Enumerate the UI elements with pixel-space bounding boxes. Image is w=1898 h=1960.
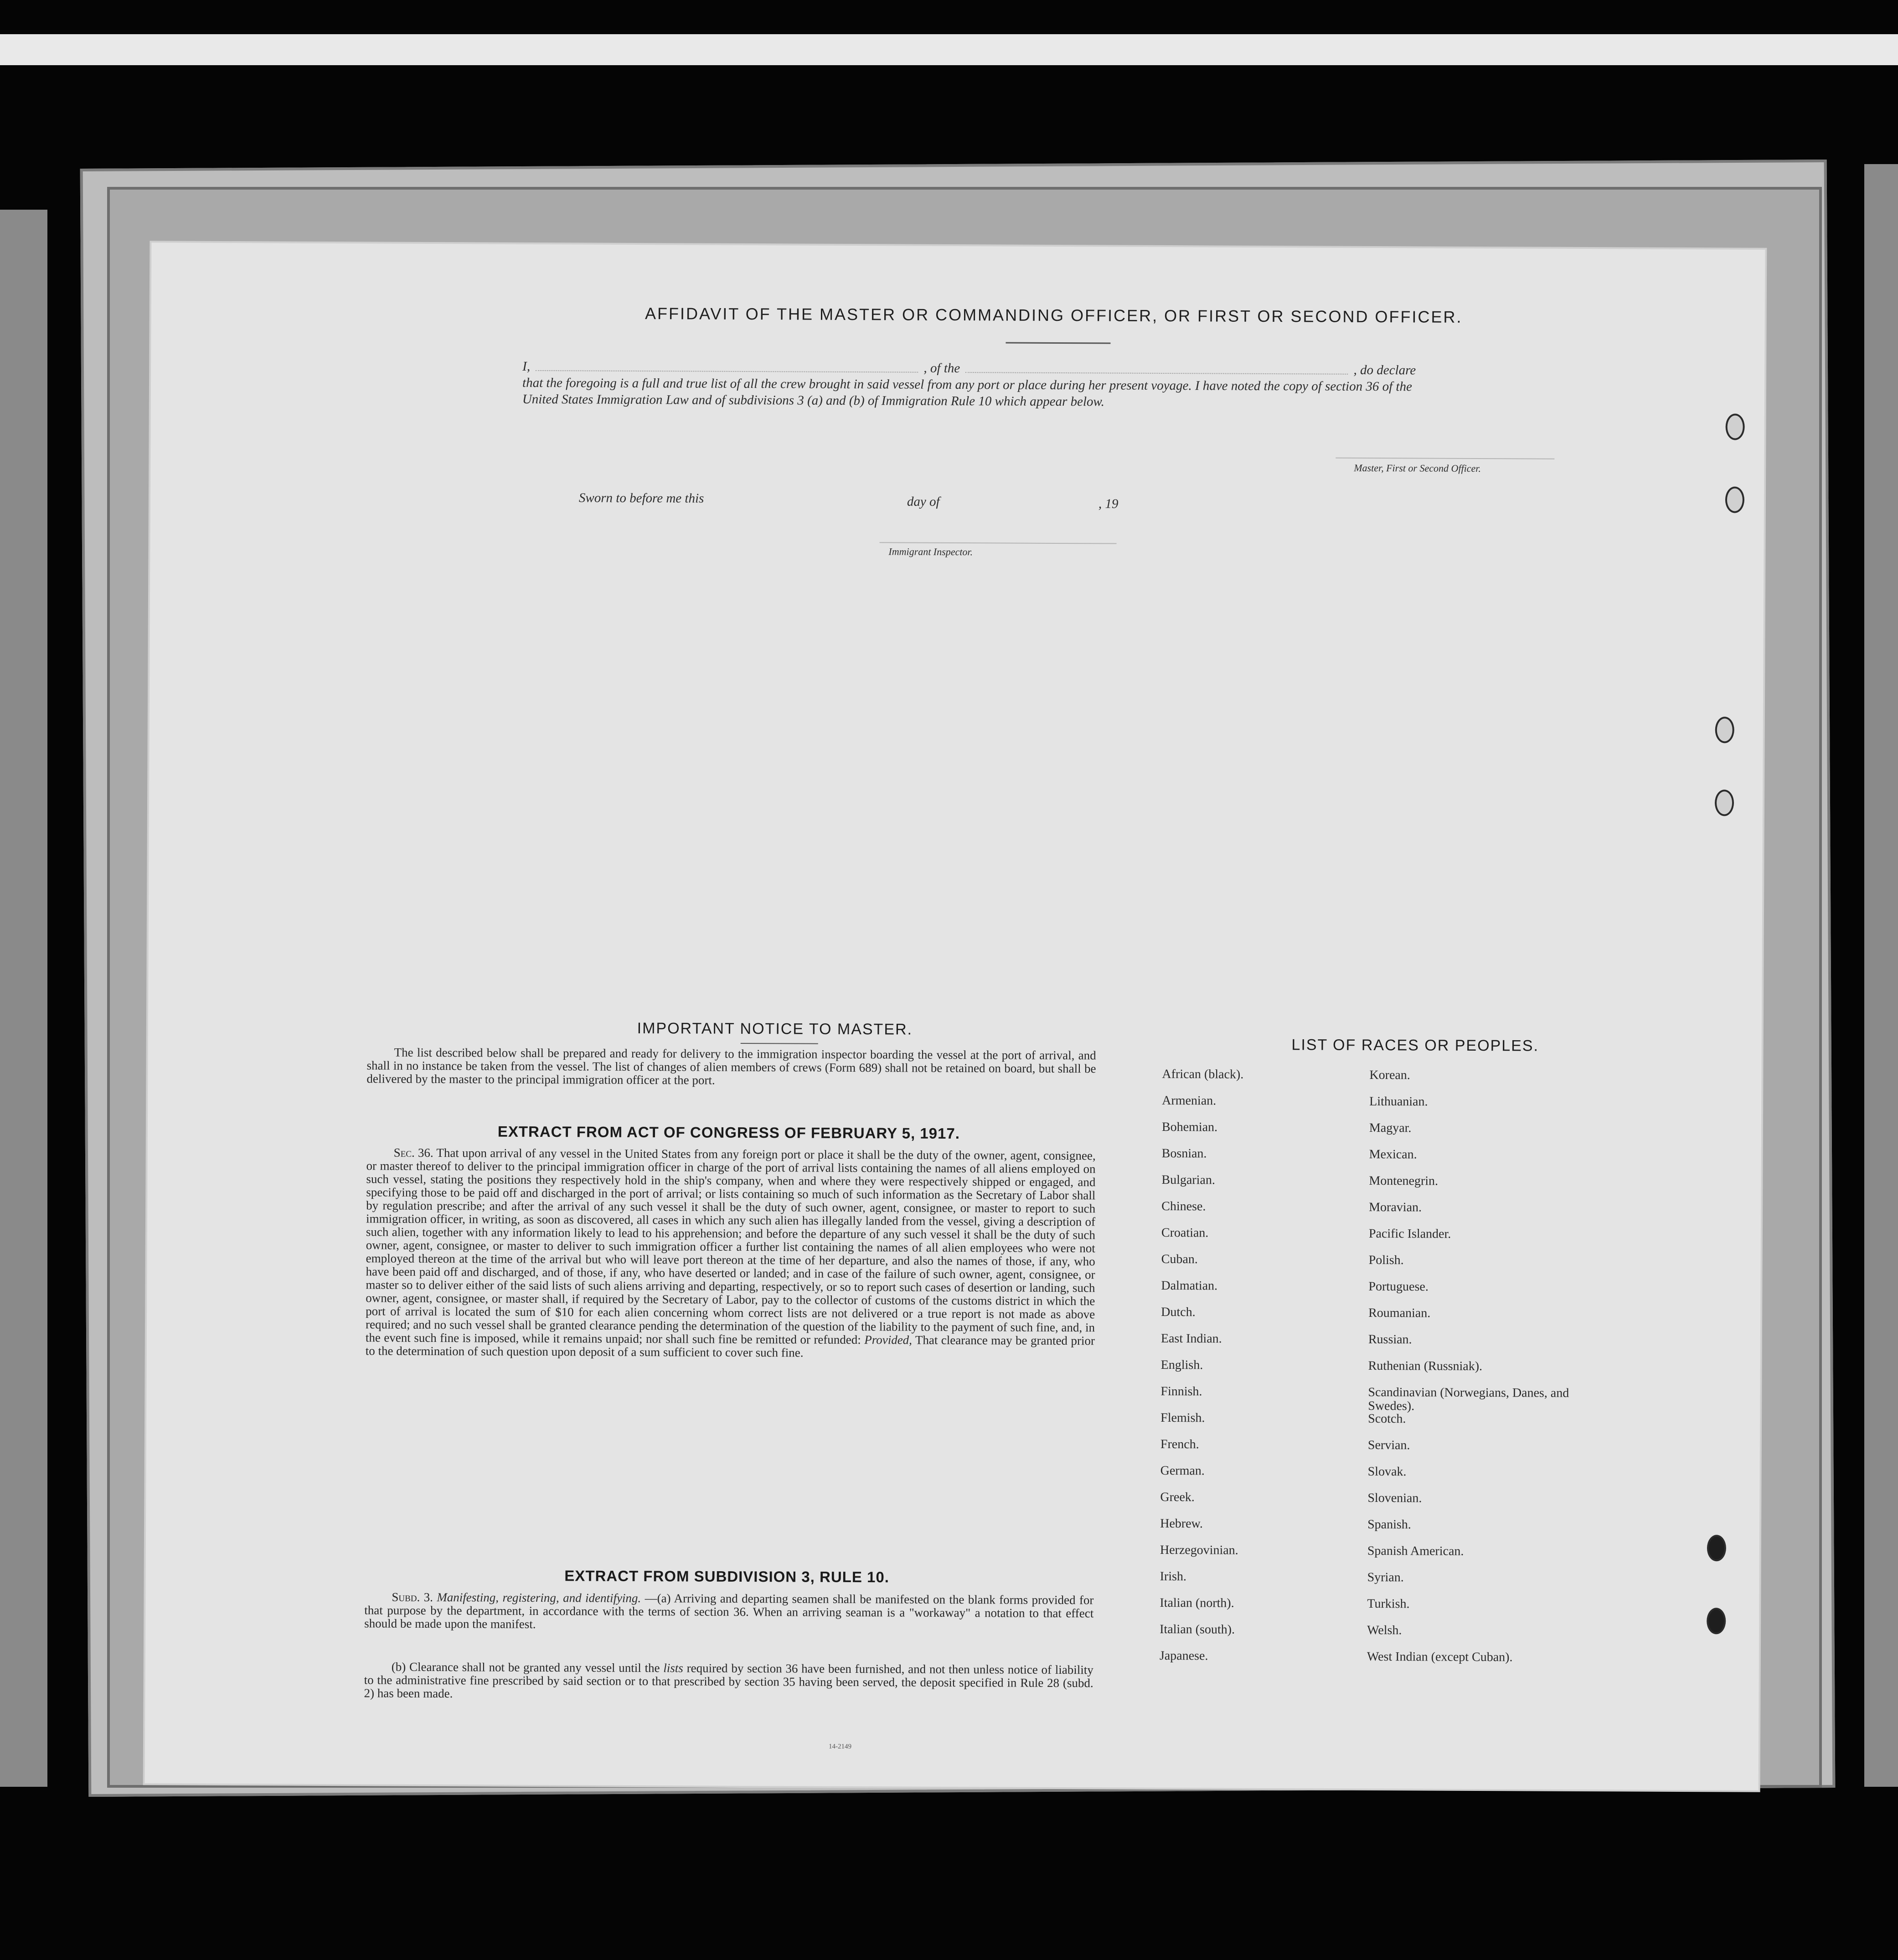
race-item: Spanish. bbox=[1367, 1517, 1411, 1532]
name-blank[interactable] bbox=[536, 358, 918, 373]
notice-title: IMPORTANT NOTICE TO MASTER. bbox=[637, 1019, 913, 1038]
race-item: English. bbox=[1160, 1357, 1203, 1372]
subdivision-3-text bbox=[364, 1590, 1093, 1633]
declare-i: I, bbox=[522, 359, 531, 374]
race-item: Cuban. bbox=[1161, 1252, 1198, 1267]
notice-body: The list described below shall be prepared and ready for delivery to the immigration inspector boarding the vessel at the port of arrival, and shall in no instance be taken from the vessel. The list of changes of alien members of crews (Form 689) shall not be retained on board, but shall be delivered by the master to the principal immigration officer at the port. bbox=[366, 1045, 1096, 1087]
master-signature-line bbox=[1336, 458, 1554, 459]
race-item: Mexican. bbox=[1369, 1147, 1417, 1162]
day-of-text: day of bbox=[907, 494, 940, 509]
declaration-text: that the foregoing is a full and true list of all the crew brought in said vessel from any port or place during her present voyage. I have noted the copy of section 36 of the United States Immigration Law and of subdivisions 3 (a) and (b) of Immigration Rule 10 which appear below. bbox=[522, 375, 1412, 409]
race-item: Herzegovinian. bbox=[1160, 1542, 1238, 1558]
para-a: —(a) Arriving and departing seamen shall be manifested on the blank forms provided for that purpose by the department, in accordance with the terms of section 36. When an arriving seaman is a "workaway" a notation to that effect should be made upon the manifest. bbox=[364, 1591, 1094, 1631]
race-item: Slovak. bbox=[1367, 1464, 1407, 1479]
race-item: Polish. bbox=[1368, 1253, 1404, 1268]
race-item: Roumanian. bbox=[1368, 1305, 1431, 1320]
race-item: Bulgarian. bbox=[1161, 1172, 1215, 1187]
master-signature-label: Master, First or Second Officer. bbox=[1354, 462, 1481, 475]
race-item: Turkish. bbox=[1367, 1596, 1410, 1611]
races-column-right bbox=[1367, 1068, 1607, 1677]
form-number: 14-2149 bbox=[828, 1743, 852, 1751]
race-item: Finnish. bbox=[1160, 1384, 1202, 1399]
proviso-word: Provided, bbox=[864, 1333, 913, 1347]
vessel-blank[interactable] bbox=[965, 360, 1348, 375]
race-item: Bosnian. bbox=[1161, 1146, 1207, 1161]
proviso-text: That clearance may be granted prior to the determination of such question upon deposit of a sum sufficient to cover such fine. bbox=[365, 1333, 1095, 1360]
race-item: Chinese. bbox=[1161, 1199, 1206, 1214]
binder-hole bbox=[1725, 486, 1744, 513]
race-item: Irish. bbox=[1160, 1569, 1187, 1584]
race-item: Russian. bbox=[1368, 1332, 1412, 1347]
race-item: Dutch. bbox=[1161, 1305, 1196, 1320]
adjacent-page-left bbox=[0, 210, 47, 1787]
race-item: Welsh. bbox=[1367, 1623, 1402, 1638]
notice-text bbox=[366, 1046, 1096, 1088]
year-prefix: , 19 bbox=[1098, 496, 1119, 511]
affidavit-title: AFFIDAVIT OF THE MASTER OR COMMANDING OFFICER, OR FIRST OR SECOND OFFICER. bbox=[645, 304, 1463, 326]
section-36-body: That upon arrival of any vessel in the United States from any foreign port or place it shall be the duty of the owner, agent, consignee, or master thereof to deliver to the principal immigration officer in charge of the port of arrival lists containing the names of all aliens employed on such vessel, stating the positions they respectively hold in the ship's company, when and where they were respectively shipped or engaged, and specifying those to be paid off and discharged in the port of arrival; or lists containing so much of such information as the Secretary of Labor shall by regulation prescribe; and after the arrival of any such vessel it shall be the duty of such owner, agent, consignee, or master to report to such immigration officer, in writing, as soon as discovered, all cases in which any such alien has illegally landed from the vessel, giving a description of such alien, together with any information likely to lead to his apprehension; and before the departure of any such vessel it shall be the duty of such owner, agent, consignee, or master to deliver to such immigration officer a further list containing the names of all alien employees who were not employed thereon at the time of the arrival but who will leave port thereon at the time of her departure, and also the names of those, if any, who have been paid off and discharged, and of those, if any, who have deserted or landed; and in case of the failure of such owner, agent, consignee, or master so to deliver either of the said lists of such aliens arriving and departing, respectively, or so to report such cases of desertion or landing, such owner, agent, consignee, or master shall, if required by the Secretary of Labor, pay to the collector of customs of the customs district in which the port of arrival is located the sum of $10 for each alien concerning whom correct lists are not delivered or a true report is not made as above required; and no such vessel shall be granted clearance pending the determination of the question of the liability to the payment of such fine, and, in the event such fine is imposed, while it remains unpaid; nor shall such fine be remitted or refunded: bbox=[365, 1146, 1096, 1347]
subdivision-3-b bbox=[364, 1660, 1093, 1703]
top-light-band bbox=[0, 34, 1898, 65]
race-item: Scandinavian (Norwegians, Danes, and Swedes). bbox=[1368, 1385, 1569, 1413]
binder-hole bbox=[1715, 789, 1734, 816]
notice-underline bbox=[741, 1043, 818, 1044]
race-item: Korean. bbox=[1369, 1068, 1410, 1083]
race-item: Italian (north). bbox=[1160, 1595, 1234, 1610]
race-item: Italian (south). bbox=[1160, 1622, 1235, 1637]
race-item: West Indian (except Cuban). bbox=[1367, 1649, 1513, 1665]
subd-label: Subd. 3. bbox=[392, 1590, 433, 1604]
race-item: French. bbox=[1160, 1437, 1199, 1452]
adjacent-page-right bbox=[1864, 164, 1898, 1787]
race-item: East Indian. bbox=[1160, 1331, 1222, 1346]
race-item: Ruthenian (Russniak). bbox=[1368, 1358, 1483, 1374]
race-item: Armenian. bbox=[1162, 1093, 1217, 1108]
race-item: Lithuanian. bbox=[1369, 1094, 1428, 1109]
race-item: Hebrew. bbox=[1160, 1516, 1203, 1531]
inspector-signature-line bbox=[880, 542, 1117, 544]
race-item: Greek. bbox=[1160, 1490, 1195, 1505]
binder-hole bbox=[1707, 1535, 1726, 1561]
extract-act-heading: EXTRACT FROM ACT OF CONGRESS OF FEBRUARY 5, 1917. bbox=[497, 1123, 960, 1142]
title-underline bbox=[1006, 342, 1110, 344]
races-title: LIST OF RACES OR PEOPLES. bbox=[1291, 1036, 1539, 1055]
para-b-prefix: (b) Clearance shall not be granted any vessel until the bbox=[391, 1660, 660, 1675]
race-item: Dalmatian. bbox=[1161, 1278, 1218, 1293]
race-item: Moravian. bbox=[1369, 1200, 1422, 1215]
section-36-text bbox=[366, 1146, 1096, 1361]
race-item: Spanish American. bbox=[1367, 1543, 1464, 1558]
declare-of-the: , of the bbox=[923, 361, 960, 376]
subd-title: Manifesting, registering, and identifying. bbox=[437, 1590, 641, 1605]
race-item: Magyar. bbox=[1369, 1120, 1412, 1135]
section-label: Sec. 36. bbox=[393, 1145, 433, 1160]
sworn-text: Sworn to before me this bbox=[578, 490, 704, 506]
race-item: Japanese. bbox=[1159, 1648, 1208, 1663]
race-item: Servian. bbox=[1367, 1438, 1410, 1453]
race-item: Flemish. bbox=[1160, 1410, 1205, 1425]
inspector-label: Immigrant Inspector. bbox=[888, 546, 973, 558]
extract-rule-heading: EXTRACT FROM SUBDIVISION 3, RULE 10. bbox=[564, 1567, 890, 1586]
binder-hole bbox=[1715, 717, 1734, 743]
race-item: German. bbox=[1160, 1463, 1205, 1478]
race-item: Croatian. bbox=[1161, 1225, 1209, 1240]
para-b-rest: required by section 36 have been furnished, and not then unless notice of liability to the administrative fine prescribed by said section or to that prescribed by section 35 having been served, the deposit specified in Rule 28 (subd. 2) has been made. bbox=[364, 1661, 1093, 1701]
race-item: Portuguese. bbox=[1368, 1279, 1429, 1294]
race-item: African (black). bbox=[1162, 1067, 1244, 1082]
races-column-left bbox=[1160, 1068, 1390, 1676]
declaration-block bbox=[522, 358, 1416, 412]
race-item: Bohemian. bbox=[1161, 1119, 1218, 1135]
binder-hole bbox=[1707, 1608, 1726, 1634]
binder-hole bbox=[1726, 413, 1745, 440]
affidavit-page bbox=[145, 242, 1765, 1790]
race-item: Scotch. bbox=[1368, 1411, 1406, 1426]
race-item: Slovenian. bbox=[1367, 1491, 1422, 1506]
race-item: Syrian. bbox=[1367, 1570, 1404, 1585]
race-item: Montenegrin. bbox=[1369, 1173, 1439, 1188]
para-b-lists: lists bbox=[663, 1661, 683, 1675]
race-item: Pacific Islander. bbox=[1368, 1226, 1451, 1241]
declare-do-declare: , do declare bbox=[1353, 362, 1416, 378]
